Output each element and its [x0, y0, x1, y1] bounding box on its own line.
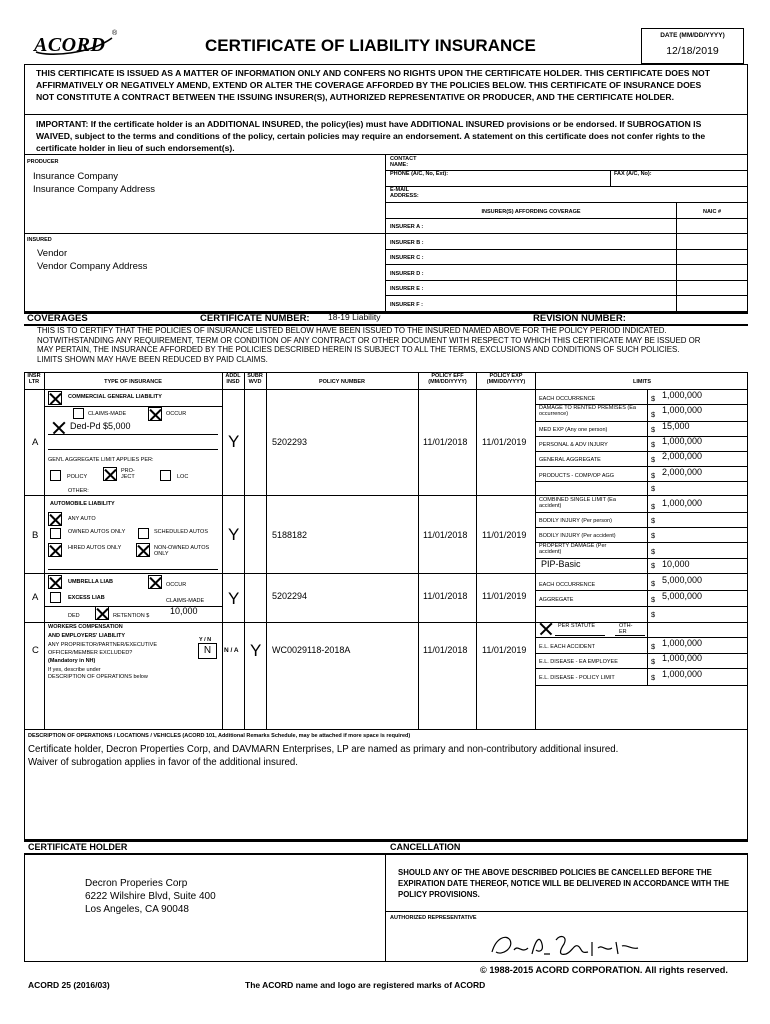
- dollar: $: [651, 440, 656, 449]
- non-owned-autos-checkbox[interactable]: [136, 543, 150, 557]
- oth-er-label: OTH- ER: [619, 623, 633, 635]
- cgl-extra-checkbox[interactable]: [52, 421, 66, 435]
- email-label: E-MAIL ADDRESS:: [390, 187, 419, 199]
- th-policy-eff: POLICY EFF (MM/DD/YYYY): [428, 373, 467, 385]
- per-statute-label: PER STATUTE: [558, 623, 596, 629]
- disclaimer-text: THIS CERTIFICATE IS ISSUED AS A MATTER OF INFORMATION ONLY AND CONFERS NO RIGHTS UPON THE CERTIFICATE HOLDER. THIS CERTIFICATE DOES NOT AFFIRMATIVELY OR NEGATIVELY AMEND, EXTEND OR ALTER THE COVERAGE AFFORDED BY THE POLICIES BELOW. THIS CERTIFICATE OF INSURANCE DOES NOT CONSTITUTE A CONTRACT BETWEEN THE ISSUING INSURER(S), AUTHORIZED REPRESENTATIVE OR PRODUCER, AND THE CERTIFICATE HOLDER.: [36, 68, 710, 102]
- umb-limit-aggregate: AGGREGATE: [539, 597, 574, 603]
- wc-exp-date: 11/01/2019: [482, 645, 527, 655]
- dollar: $: [651, 471, 656, 480]
- any-auto-checkbox[interactable]: [48, 512, 62, 526]
- holder-line-2: 6222 Wilshire Blvd, Suite 400: [85, 891, 216, 902]
- limit-med-exp-value: 15,000: [662, 421, 690, 431]
- date-box: [641, 28, 744, 64]
- cgl-exp-date: 11/01/2019: [482, 437, 527, 447]
- cancellation-text: SHOULD ANY OF THE ABOVE DESCRIBED POLICIES BE CANCELLED BEFORE THE EXPIRATION DATE THEREOF, NOTICE WILL BE DELIVERED IN ACCORDANCE WITH THE POLICY PROVISIONS.: [398, 868, 730, 899]
- wc-policy-number: WC0029118-2018A: [272, 645, 351, 655]
- dollar: $: [651, 394, 656, 403]
- wc-na: N / A: [224, 647, 239, 654]
- umbrella-occur-checkbox[interactable]: [148, 575, 162, 589]
- limit-personal-adv: PERSONAL & ADV INJURY: [539, 442, 608, 448]
- gen-agg-label: GEN'L AGGREGATE LIMIT APPLIES PER:: [48, 457, 154, 463]
- limit-damage-rented: DAMAGE TO RENTED PREMISES (Ea occurrence): [539, 405, 636, 417]
- el-each-accident: E.L. EACH ACCIDENT: [539, 644, 595, 650]
- cgl-policy-number: 5202293: [272, 437, 308, 447]
- description-line-1: Certificate holder, Decron Properties Corp, and DAVMARN Enterprises, LP are named as primary and non-contributory additional insured.: [28, 744, 619, 755]
- dollar: $: [651, 425, 656, 434]
- important-text: IMPORTANT: If the certificate holder is an ADDITIONAL INSURED, the policy(ies) must have ADDITIONAL INSURED provisions or be endorsed. If SUBROGATION IS WAIVED, subject to the terms and conditions of the policy, certain policies may require an endorsement. A statement on this certificate does not confer rights to the certificate holder in lieu of such endorsement(s).: [36, 119, 706, 153]
- el-disease-policy: E.L. DISEASE - POLICY LIMIT: [539, 675, 615, 681]
- dollar: $: [651, 657, 656, 666]
- date-value: 12/18/2019: [666, 45, 719, 57]
- registered-mark: ®: [112, 30, 118, 37]
- registered-marks: The ACORD name and logo are registered marks of ACORD: [245, 980, 486, 990]
- revision-number-label: REVISION NUMBER:: [533, 313, 626, 324]
- excess-liab-checkbox[interactable]: [50, 592, 61, 603]
- claims-made-label: CLAIMS-MADE: [88, 411, 127, 417]
- certify-text: THIS IS TO CERTIFY THAT THE POLICIES OF INSURANCE LISTED BELOW HAVE BEEN ISSUED TO THE INSURED NAMED ABOVE FOR THE POLICY PERIOD INDICATED. NOTWITHSTANDING ANY REQUIREMENT, TERM OR CONDITION OF ANY CONTRACT OR OTHER DOCUMENT WITH RESPECT TO WHICH THIS CERTIFICATE MAY BE ISSUED OR MAY PERTAIN, THE INSURANCE AFFORDED BY THE POLICIES DESCRIBED HEREIN IS SUBJECT TO ALL THE TERMS, EXCLUSIONS AND CONDITIONS OF SUCH POLICIES. LIMITS SHOWN MAY HAVE BEEN REDUCED BY PAID CLAIMS.: [37, 326, 701, 364]
- hired-autos-checkbox[interactable]: [48, 543, 62, 557]
- cgl-addl-insd: Y: [228, 432, 240, 451]
- hired-autos-label: HIRED AUTOS ONLY: [68, 545, 122, 551]
- limit-combined-single-value: 1,000,000: [662, 498, 703, 508]
- wc-question-1: ANY PROPRIETOR/PARTNER/EXECUTIVE: [48, 642, 158, 648]
- umbrella-eff-date: 11/01/2018: [423, 591, 468, 601]
- insurer-d: INSURER D :: [390, 271, 424, 277]
- acord-logo: [30, 30, 120, 58]
- dollar: $: [651, 579, 656, 588]
- wc-eff-date: 11/01/2018: [423, 645, 468, 655]
- acord-logo-text: ACORD: [34, 34, 106, 56]
- umbrella-occur-label: OCCUR: [166, 582, 187, 588]
- certificate-holder-label: CERTIFICATE HOLDER: [28, 842, 128, 852]
- wc-question-3: (Mandatory in NH): [48, 658, 96, 664]
- wc-question-2: OFFICER/MEMBER EXCLUDED?: [48, 650, 133, 656]
- dollar: $: [651, 610, 656, 619]
- description-label: DESCRIPTION OF OPERATIONS / LOCATIONS / VEHICLES (ACORD 101, Additional Remarks Schedule, may be attached if more space is required): [28, 733, 411, 739]
- non-owned-autos-label: NON-OWNED AUTOS ONLY: [154, 545, 210, 557]
- project-checkbox[interactable]: [103, 467, 117, 481]
- th-limits: LIMITS: [632, 379, 652, 385]
- owned-autos-label: OWNED AUTOS ONLY: [68, 529, 126, 535]
- insurer-a: INSURER A :: [390, 224, 424, 230]
- loc-checkbox[interactable]: [160, 470, 171, 481]
- el-disease-employee-value: 1,000,000: [662, 653, 703, 663]
- umbrella-liab-label: UMBRELLA LIAB: [68, 579, 114, 585]
- umbrella-exp-date: 11/01/2019: [482, 591, 527, 601]
- wc-question-5: DESCRIPTION OF OPERATIONS below: [48, 674, 148, 680]
- wc-subr-wvd: Y: [250, 641, 262, 660]
- producer-name: Insurance Company: [33, 171, 119, 182]
- el-disease-policy-value: 1,000,000: [662, 669, 703, 679]
- coverages-label: COVERAGES: [27, 313, 88, 324]
- el-each-accident-value: 1,000,000: [662, 638, 703, 648]
- important-box: [24, 114, 748, 155]
- ded-label: DED: [68, 613, 80, 619]
- cgl-title: COMMERCIAL GENERAL LIABILITY: [68, 394, 162, 400]
- insured-label: INSURED: [27, 237, 52, 243]
- auto-eff-date: 11/01/2018: [423, 530, 468, 540]
- th-subr-wvd: SUBR WVD: [247, 373, 263, 385]
- signature: [488, 930, 648, 962]
- contact-name-label: CONTACT NAME:: [390, 156, 417, 168]
- cgl-checkbox[interactable]: [48, 391, 62, 405]
- umbrella-claims-made-label: CLAIMS-MADE: [166, 598, 205, 604]
- disclaimer-box: [24, 64, 748, 114]
- limit-products: PRODUCTS - COMP/OP AGG: [539, 473, 615, 479]
- auto-title: AUTOMOBILE LIABILITY: [50, 501, 115, 507]
- dollar: $: [651, 502, 656, 511]
- occur-checkbox[interactable]: [148, 407, 162, 421]
- limit-each-occurrence: EACH OCCURRENCE: [539, 396, 596, 402]
- el-disease-employee: E.L. DISEASE - EA EMPLOYEE: [539, 659, 618, 665]
- naic-label: NAIC #: [702, 209, 722, 215]
- producer-label: PRODUCER: [27, 159, 59, 165]
- policy-label: POLICY: [67, 474, 88, 480]
- auto-exp-date: 11/01/2019: [482, 530, 527, 540]
- form-title: CERTIFICATE OF LIABILITY INSURANCE: [205, 36, 536, 55]
- dollar: $: [651, 673, 656, 682]
- umbrella-liab-checkbox[interactable]: [48, 575, 62, 589]
- dollar: $: [651, 642, 656, 651]
- wc-title-2: AND EMPLOYERS' LIABILITY: [48, 633, 126, 639]
- limit-med-exp: MED EXP (Any one person): [539, 427, 608, 433]
- loc-label: LOC: [177, 474, 189, 480]
- limit-bi-accident: BODILY INJURY (Per accident): [539, 533, 616, 539]
- th-policy-exp: POLICY EXP (MM/DD/YYYY): [486, 373, 526, 385]
- limit-damage-rented-value: 1,000,000: [662, 405, 703, 415]
- retention-label: RETENTION $: [113, 613, 150, 619]
- scheduled-autos-label: SCHEDULED AUTOS: [154, 529, 208, 535]
- umbrella-policy-number: 5202294: [272, 591, 308, 601]
- cert-number-label: CERTIFICATE NUMBER:: [200, 313, 310, 324]
- occur-label: OCCUR: [166, 411, 187, 417]
- cgl-extra-text: Ded-Pd $5,000: [70, 421, 131, 431]
- umbrella-letter: A: [32, 592, 39, 603]
- limit-general-aggregate: GENERAL AGGREGATE: [539, 457, 601, 463]
- fax-label: FAX (A/C, No):: [614, 171, 652, 177]
- insurer-e: INSURER E :: [390, 286, 424, 292]
- producer-address: Insurance Company Address: [33, 184, 155, 195]
- insurers-header: INSURER(S) AFFORDING COVERAGE: [481, 209, 581, 215]
- cancellation-label: CANCELLATION: [390, 842, 461, 852]
- dollar: $: [651, 484, 656, 493]
- any-auto-label: ANY AUTO: [68, 516, 96, 522]
- excess-liab-label: EXCESS LIAB: [68, 595, 105, 601]
- umbrella-addl-insd: Y: [228, 589, 240, 608]
- holder-line-1: Decron Properies Corp: [85, 878, 188, 889]
- copyright: © 1988-2015 ACORD CORPORATION. All rights reserved.: [480, 965, 728, 975]
- other-label: OTHER:: [68, 488, 89, 494]
- holder-line-3: Los Angeles, CA 90048: [85, 904, 189, 915]
- dollar: $: [651, 595, 656, 604]
- insured-address: Vendor Company Address: [37, 261, 148, 272]
- phone-label: PHONE (A/C, No, Ext):: [390, 171, 449, 177]
- owned-autos-checkbox[interactable]: [50, 528, 61, 539]
- th-policy-number: POLICY NUMBER: [318, 379, 366, 385]
- wc-title-1: WORKERS COMPENSATION: [48, 624, 123, 630]
- date-label: DATE (MM/DD/YYYY): [660, 32, 725, 39]
- auto-letter: B: [32, 530, 39, 541]
- authorized-rep-label: AUTHORIZED REPRESENTATIVE: [390, 915, 477, 921]
- limit-bi-person: BODILY INJURY (Per person): [539, 518, 612, 524]
- dollar: $: [651, 516, 656, 525]
- limit-personal-adv-value: 1,000,000: [662, 436, 703, 446]
- th-addl-insd: ADDL INSD: [225, 373, 241, 385]
- limit-products-value: 2,000,000: [662, 467, 703, 477]
- dollar: $: [651, 531, 656, 540]
- cgl-letter: A: [32, 437, 39, 448]
- wc-question-4: If yes, describe under: [48, 667, 101, 673]
- cert-number-value: 18-19 Liability: [328, 312, 381, 322]
- limit-general-aggregate-value: 2,000,000: [662, 451, 703, 461]
- limit-combined-single: COMBINED SINGLE LIMIT (Ea accident): [539, 497, 616, 509]
- retention-value: 10,000: [170, 606, 198, 616]
- limit-pip-basic: PIP-Basic: [541, 559, 581, 569]
- limit-pip-basic-value: 10,000: [662, 559, 690, 569]
- wc-yn-label: Y / N: [199, 637, 212, 643]
- wc-yn-value-box[interactable]: [198, 643, 217, 659]
- description-line-2: Waiver of subrogation applies in favor of the additional insured.: [28, 757, 298, 768]
- per-statute-checkbox[interactable]: [539, 622, 553, 636]
- insurer-b: INSURER B :: [390, 240, 424, 246]
- limit-property-damage: PROPERTY DAMAGE (Per accident): [539, 543, 607, 555]
- scheduled-autos-checkbox[interactable]: [138, 528, 149, 539]
- project-label: PRO- JECT: [121, 468, 135, 480]
- insured-name: Vendor: [37, 248, 68, 259]
- th-insr-ltr: INSR LTR: [27, 373, 41, 385]
- insurer-f: INSURER F :: [390, 302, 423, 308]
- dollar: $: [651, 547, 656, 556]
- wc-letter: C: [32, 645, 39, 656]
- umb-limit-each-occurrence-value: 5,000,000: [662, 575, 703, 585]
- dollar: $: [651, 455, 656, 464]
- dollar: $: [651, 561, 656, 570]
- umb-limit-each-occurrence: EACH OCCURRENCE: [539, 582, 596, 588]
- insurer-c: INSURER C :: [390, 255, 424, 261]
- retention-checkbox[interactable]: [95, 606, 109, 620]
- th-type: TYPE OF INSURANCE: [104, 379, 162, 385]
- wc-yn-value: N: [203, 645, 212, 656]
- cgl-eff-date: 11/01/2018: [423, 437, 468, 447]
- limit-each-occurrence-value: 1,000,000: [662, 390, 703, 400]
- auto-policy-number: 5188182: [272, 530, 308, 540]
- umb-limit-aggregate-value: 5,000,000: [662, 591, 703, 601]
- form-number: ACORD 25 (2016/03): [28, 980, 110, 990]
- auto-addl-insd: Y: [228, 525, 240, 544]
- policy-checkbox[interactable]: [50, 470, 61, 481]
- claims-made-checkbox[interactable]: [73, 408, 84, 419]
- dollar: $: [651, 410, 656, 419]
